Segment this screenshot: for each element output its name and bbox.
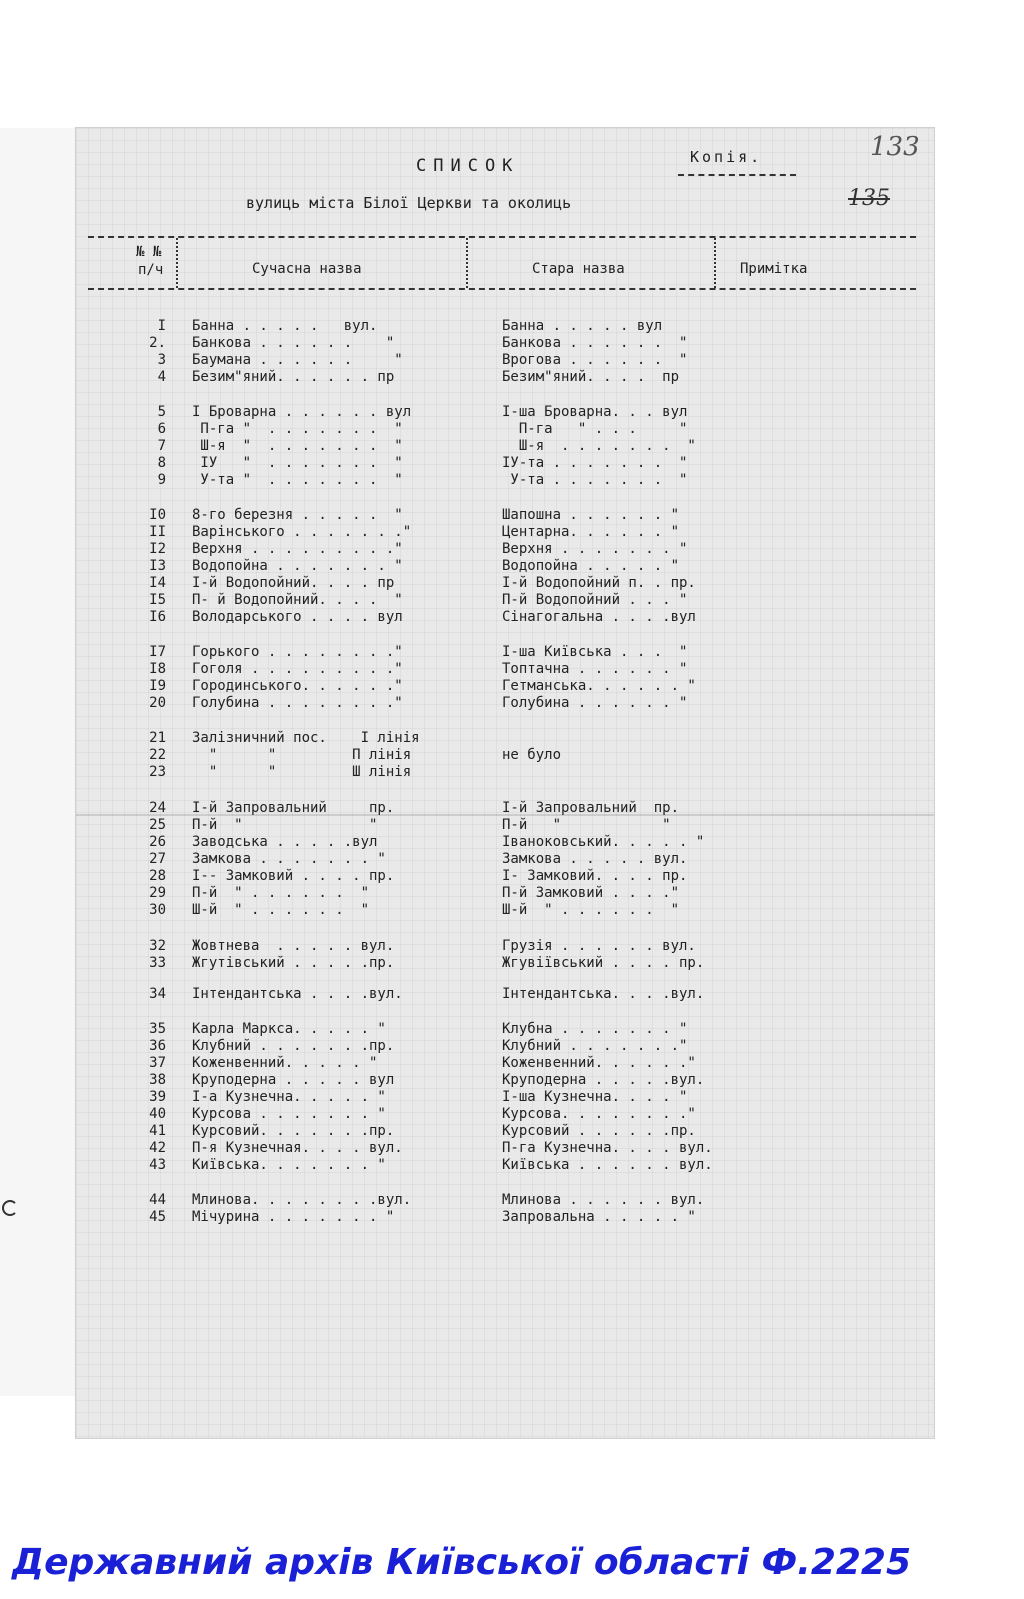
table-row bbox=[76, 455, 934, 473]
copy-underline bbox=[678, 174, 796, 176]
old-name: Клубний . . . . . . ." bbox=[502, 1038, 688, 1054]
table-row bbox=[76, 1157, 934, 1175]
old-name: Топтачна . . . . . . " bbox=[502, 661, 688, 677]
old-name: Верхня . . . . . . . " bbox=[502, 541, 688, 557]
row-number: I0 bbox=[149, 507, 166, 523]
old-name: Шапошна . . . . . . " bbox=[502, 507, 680, 523]
current-name: Володарського . . . . вул bbox=[192, 609, 403, 625]
table-row bbox=[76, 955, 934, 973]
table-row bbox=[76, 817, 934, 835]
table-row bbox=[76, 541, 934, 559]
row-number: 42 bbox=[149, 1140, 166, 1156]
row-number: 25 bbox=[149, 817, 166, 833]
current-name: Круподерна . . . . . вул bbox=[192, 1072, 395, 1088]
row-number: 7 bbox=[157, 438, 166, 454]
current-name: I-- Замковий . . . . пр. bbox=[192, 868, 395, 884]
table-row bbox=[76, 868, 934, 886]
row-number: 20 bbox=[149, 695, 166, 711]
current-name: Голубина . . . . . . . ." bbox=[192, 695, 403, 711]
current-name: I-й Водопойний. . . . пр bbox=[192, 575, 395, 591]
document-title: СПИСОК bbox=[416, 156, 520, 176]
table-row bbox=[76, 747, 934, 765]
current-name: " " Ш лінія bbox=[192, 764, 412, 780]
row-number: 37 bbox=[149, 1055, 166, 1071]
row-number: I8 bbox=[149, 661, 166, 677]
copy-mark: Копія. bbox=[690, 148, 763, 166]
current-name: Київська. . . . . . . " bbox=[192, 1157, 386, 1173]
row-number: I6 bbox=[149, 609, 166, 625]
header-old-name: Стара назва bbox=[532, 261, 625, 277]
row-number: 40 bbox=[149, 1106, 166, 1122]
table-row bbox=[76, 318, 934, 336]
old-name: IУ-та . . . . . . . " bbox=[502, 455, 688, 471]
column-separator bbox=[176, 238, 178, 288]
table-row bbox=[76, 851, 934, 869]
current-name: Коженвенний. . . . . " bbox=[192, 1055, 378, 1071]
current-name: Інтендантська . . . .вул. bbox=[192, 986, 403, 1002]
current-name: I Броварна . . . . . . вул bbox=[192, 404, 412, 420]
old-name: Курсова. . . . . . . ." bbox=[502, 1106, 696, 1122]
row-number: 27 bbox=[149, 851, 166, 867]
table-row bbox=[76, 678, 934, 696]
old-name: Круподерна . . . . .вул. bbox=[502, 1072, 705, 1088]
table-row bbox=[76, 1140, 934, 1158]
old-name: Центарна. . . . . . " bbox=[502, 524, 680, 540]
old-name: П-га Кузнечна. . . . вул. bbox=[502, 1140, 713, 1156]
old-name: Іваноковський. . . . . " bbox=[502, 834, 705, 850]
table-row bbox=[76, 1089, 934, 1107]
row-number: 4 bbox=[157, 369, 166, 385]
old-name: Ш-й " . . . . . . " bbox=[502, 902, 680, 918]
row-number: 32 bbox=[149, 938, 166, 954]
current-name: " " П лінія bbox=[192, 747, 412, 763]
current-name: П-й " " bbox=[192, 817, 378, 833]
current-name: П-я Кузнечная. . . . вул. bbox=[192, 1140, 403, 1156]
table-row bbox=[76, 800, 934, 818]
table-row bbox=[76, 472, 934, 490]
table-row bbox=[76, 592, 934, 610]
table-row bbox=[76, 695, 934, 713]
old-name: Клубна . . . . . . . " bbox=[502, 1021, 688, 1037]
row-number: 39 bbox=[149, 1089, 166, 1105]
current-name: П- й Водопойний. . . . " bbox=[192, 592, 403, 608]
row-number: 8 bbox=[157, 455, 166, 471]
table-row bbox=[76, 644, 934, 662]
old-name: I-ша Київська . . . " bbox=[502, 644, 688, 660]
old-name: Київська . . . . . . вул. bbox=[502, 1157, 713, 1173]
punch-hole bbox=[2, 1200, 18, 1216]
current-name: Клубний . . . . . . .пр. bbox=[192, 1038, 395, 1054]
table-row bbox=[76, 507, 934, 525]
current-name: Млинова. . . . . . . .вул. bbox=[192, 1192, 412, 1208]
row-number: I7 bbox=[149, 644, 166, 660]
row-number: 22 bbox=[149, 747, 166, 763]
old-name: Грузія . . . . . . вул. bbox=[502, 938, 696, 954]
current-name: Курсова . . . . . . . " bbox=[192, 1106, 386, 1122]
table-row bbox=[76, 1209, 934, 1227]
current-name: Курсовий. . . . . . .пр. bbox=[192, 1123, 395, 1139]
old-name: Водопойна . . . . . " bbox=[502, 558, 680, 574]
old-name: Врогова . . . . . . " bbox=[502, 352, 688, 368]
table-row bbox=[76, 609, 934, 627]
old-name: Голубина . . . . . . " bbox=[502, 695, 688, 711]
row-number: 9 bbox=[157, 472, 166, 488]
row-number: 41 bbox=[149, 1123, 166, 1139]
old-name: У-та . . . . . . . " bbox=[502, 472, 688, 488]
row-number: 3 bbox=[157, 352, 166, 368]
current-name: Ш-й " . . . . . . " bbox=[192, 902, 370, 918]
current-name: Банкова . . . . . . " bbox=[192, 335, 395, 351]
current-name: У-та " . . . . . . . " bbox=[192, 472, 403, 488]
row-number: 26 bbox=[149, 834, 166, 850]
table-row bbox=[76, 1072, 934, 1090]
current-name: Мічурина . . . . . . . " bbox=[192, 1209, 395, 1225]
table-row bbox=[76, 902, 934, 920]
document-subtitle: вулиць міста Білої Церкви та околиць bbox=[246, 194, 572, 212]
current-name: Жовтнева . . . . . вул. bbox=[192, 938, 395, 954]
old-name: I-ша Броварна. . . вул bbox=[502, 404, 688, 420]
old-name: I- Замковий. . . . пр. bbox=[502, 868, 688, 884]
current-name: Залізничний пос. I лінія bbox=[192, 730, 420, 746]
old-name: Банкова . . . . . . " bbox=[502, 335, 688, 351]
old-name: П-й Водопойний . . . " bbox=[502, 592, 688, 608]
table-row bbox=[76, 661, 934, 679]
old-name: I-й Запровальний пр. bbox=[502, 800, 680, 816]
row-number: 24 bbox=[149, 800, 166, 816]
old-name: П-й " " bbox=[502, 817, 671, 833]
table-row bbox=[76, 834, 934, 852]
table-row bbox=[76, 369, 934, 387]
current-name: Варінського . . . . . . ." bbox=[192, 524, 412, 540]
row-number: I3 bbox=[149, 558, 166, 574]
current-name: Заводська . . . . .вул bbox=[192, 834, 378, 850]
old-name: Курсовий . . . . . .пр. bbox=[502, 1123, 696, 1139]
row-number: 44 bbox=[149, 1192, 166, 1208]
row-number: 35 bbox=[149, 1021, 166, 1037]
table-row bbox=[76, 1123, 934, 1141]
current-name: Банна . . . . . вул. bbox=[192, 318, 378, 334]
current-name: Гоголя . . . . . . . . ." bbox=[192, 661, 403, 677]
row-number: 36 bbox=[149, 1038, 166, 1054]
row-number: I9 bbox=[149, 678, 166, 694]
archive-number: 133 bbox=[870, 132, 920, 162]
current-name: П-й " . . . . . . " bbox=[192, 885, 370, 901]
table-row bbox=[76, 986, 934, 1004]
table-row bbox=[76, 1021, 934, 1039]
table-row bbox=[76, 1055, 934, 1073]
old-name: I-ша Кузнечна. . . . " bbox=[502, 1089, 688, 1105]
table-row bbox=[76, 764, 934, 782]
row-number: II bbox=[149, 524, 166, 540]
table-row bbox=[76, 885, 934, 903]
current-name: Баумана . . . . . . " bbox=[192, 352, 403, 368]
current-name: I-а Кузнечна. . . . . " bbox=[192, 1089, 386, 1105]
old-name: Ш-я . . . . . . . " bbox=[502, 438, 696, 454]
header-note: Примітка bbox=[740, 261, 808, 277]
old-name: не було bbox=[502, 747, 562, 763]
old-name: Замкова . . . . . вул. bbox=[502, 851, 688, 867]
table-row bbox=[76, 335, 934, 353]
current-name: Ш-я " . . . . . . . " bbox=[192, 438, 403, 454]
old-name: Банна . . . . . вул bbox=[502, 318, 663, 334]
table-row bbox=[76, 524, 934, 542]
current-name: Замкова . . . . . . . " bbox=[192, 851, 386, 867]
row-number: 45 bbox=[149, 1209, 166, 1225]
old-name: Коженвенний. . . . . ." bbox=[502, 1055, 696, 1071]
current-name: Городинського. . . . . ." bbox=[192, 678, 403, 694]
row-number: 43 bbox=[149, 1157, 166, 1173]
current-name: Водопойна . . . . . . . " bbox=[192, 558, 403, 574]
table-row bbox=[76, 938, 934, 956]
row-number: 5 bbox=[157, 404, 166, 420]
row-number: I5 bbox=[149, 592, 166, 608]
table-row bbox=[76, 404, 934, 422]
old-name: Інтендантська. . . .вул. bbox=[502, 986, 705, 1002]
table-row bbox=[76, 352, 934, 370]
row-number: 6 bbox=[157, 421, 166, 437]
document-page bbox=[76, 128, 934, 1438]
header-rule-bottom bbox=[88, 288, 916, 290]
page-number: 135 bbox=[848, 186, 890, 211]
header-num: № № bbox=[136, 244, 162, 260]
header-num-2: п/ч bbox=[138, 262, 164, 278]
old-name: П-й Замковий . . . ." bbox=[502, 885, 680, 901]
column-separator bbox=[714, 238, 716, 288]
row-number: 38 bbox=[149, 1072, 166, 1088]
row-number: 21 bbox=[149, 730, 166, 746]
row-number: 29 bbox=[149, 885, 166, 901]
row-number: 34 bbox=[149, 986, 166, 1002]
current-name: Карла Маркса. . . . . " bbox=[192, 1021, 386, 1037]
current-name: IУ " . . . . . . . " bbox=[192, 455, 403, 471]
table-row bbox=[76, 1106, 934, 1124]
table-row bbox=[76, 438, 934, 456]
row-number: 30 bbox=[149, 902, 166, 918]
current-name: Горького . . . . . . . ." bbox=[192, 644, 403, 660]
old-name: I-й Водопойний п. . пр. bbox=[502, 575, 696, 591]
row-number: I bbox=[157, 318, 166, 334]
current-name: Безим"яний. . . . . . пр bbox=[192, 369, 395, 385]
current-name: I-й Запровальний пр. bbox=[192, 800, 395, 816]
old-name: П-га " . . . " bbox=[502, 421, 688, 437]
table-row bbox=[76, 1192, 934, 1210]
row-number: I2 bbox=[149, 541, 166, 557]
current-name: 8-го березня . . . . . " bbox=[192, 507, 403, 523]
table-row bbox=[76, 421, 934, 439]
old-name: Запровальна . . . . . " bbox=[502, 1209, 696, 1225]
table-row bbox=[76, 575, 934, 593]
column-separator bbox=[466, 238, 468, 288]
old-name: Жгувіївський . . . . пр. bbox=[502, 955, 705, 971]
table-row bbox=[76, 730, 934, 748]
current-name: Жгутівський . . . . .пр. bbox=[192, 955, 395, 971]
row-number: 33 bbox=[149, 955, 166, 971]
header-current-name: Сучасна назва bbox=[252, 261, 362, 277]
old-name: Сінагогальна . . . .вул bbox=[502, 609, 696, 625]
old-name: Млинова . . . . . . вул. bbox=[502, 1192, 705, 1208]
header-rule-top bbox=[88, 236, 916, 238]
current-name: Верхня . . . . . . . . ." bbox=[192, 541, 403, 557]
archive-caption: Державний архів Київської області Ф.2225 bbox=[12, 1542, 912, 1583]
row-number: 23 bbox=[149, 764, 166, 780]
table-row bbox=[76, 558, 934, 576]
current-name: П-га " . . . . . . . " bbox=[192, 421, 403, 437]
old-name: Безим"яний. . . . пр bbox=[502, 369, 680, 385]
row-number: 2. bbox=[149, 335, 166, 351]
table-row bbox=[76, 1038, 934, 1056]
row-number: 28 bbox=[149, 868, 166, 884]
old-name: Гетманська. . . . . . " bbox=[502, 678, 696, 694]
row-number: I4 bbox=[149, 575, 166, 591]
